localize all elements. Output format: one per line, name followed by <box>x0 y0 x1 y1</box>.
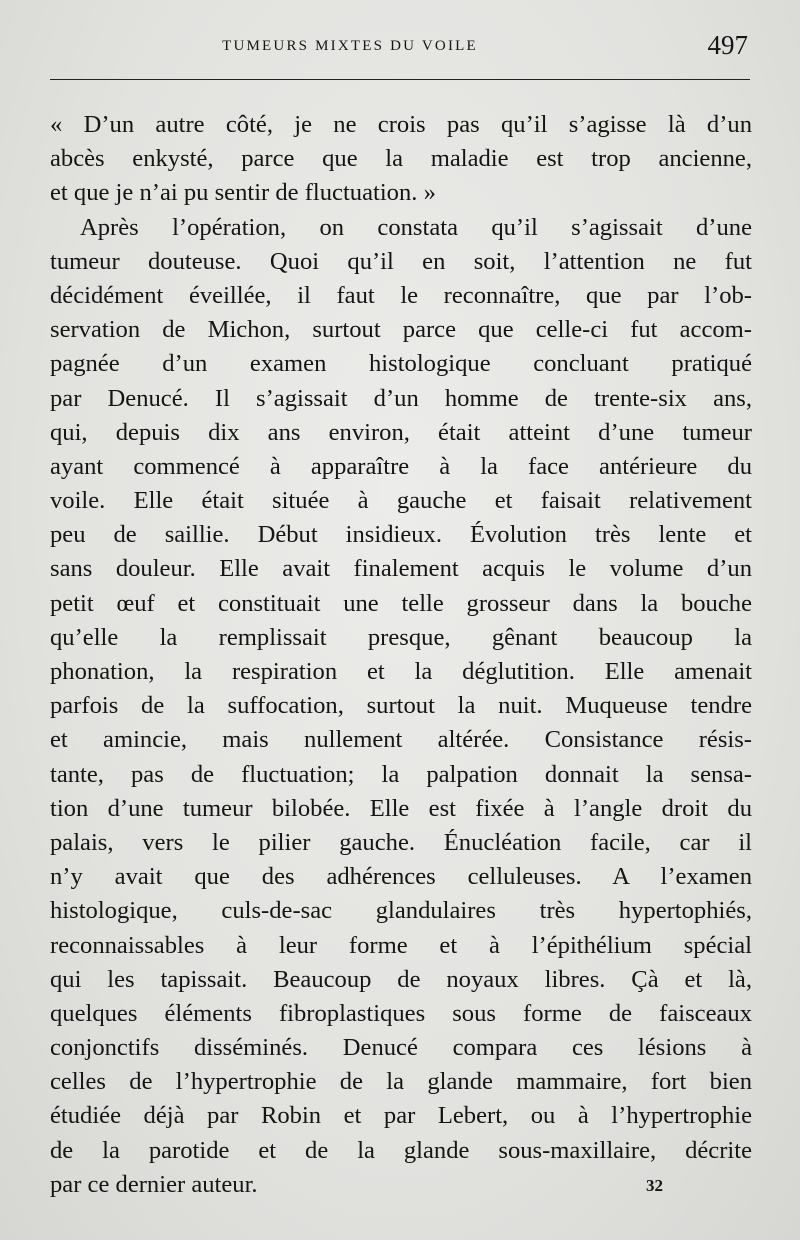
text-line: ayant commencé à apparaître à la face antérieure du <box>50 452 752 480</box>
printer-signature: 32 <box>646 1176 663 1195</box>
text-line: servation de Michon, surtout parce que celle-ci fut accom- <box>50 316 752 344</box>
text-line: tumeur douteuse. Quoi qu’il en soit, l’attention ne fut <box>50 247 752 275</box>
running-head <box>50 30 750 64</box>
page-number: 497 <box>707 30 748 60</box>
text-line: pagnée d’un examen histologique concluant pratiqué <box>50 350 752 378</box>
text-line: conjonctifs disséminés. Denucé compara ces lésions à <box>50 1034 752 1062</box>
text-line: et amincie, mais nullement altérée. Consistance résis- <box>50 726 752 754</box>
text-line: « D’un autre côté, je ne crois pas qu’il s’agisse là d’un <box>50 111 752 138</box>
text-line: celles de l’hypertrophie de la glande mammaire, fort bien <box>50 1068 752 1096</box>
text-line: phonation, la respiration et la déglutition. Elle amenait <box>50 658 752 685</box>
text-line: Après l’opération, on constata qu’il s’agissait d’une <box>80 213 752 241</box>
text-line: sans douleur. Elle avait finalement acquis le volume d’un <box>50 555 752 583</box>
text-line: par Denucé. Il s’agissait d’un homme de trente-six ans, <box>50 384 752 412</box>
text-line: et que je n’ai pu sentir de fluctuation. » <box>50 179 436 207</box>
text-line: petit œuf et constituait une telle grosseur dans la bouche <box>50 589 752 617</box>
text-line: n’y avait que des adhérences celluleuses. A l’examen <box>50 863 752 891</box>
text-line: peu de saillie. Début insidieux. Évolution très lente et <box>50 521 752 549</box>
running-title: TUMEURS MIXTES DU VOILE <box>222 38 478 54</box>
text-line: qu’elle la remplissait presque, gênant beaucoup la <box>50 623 752 651</box>
text-line: décidément éveillée, il faut le reconnaître, que par l’ob- <box>50 281 752 309</box>
header-rule <box>50 79 750 80</box>
text-line: reconnaissables à leur forme et à l’épithélium spécial <box>50 931 752 959</box>
text-line: de la parotide et de la glande sous-maxillaire, décrite <box>50 1136 752 1164</box>
text-line: qui les tapissait. Beaucoup de noyaux libres. Çà et là, <box>50 965 752 993</box>
text-line: abcès enkysté, parce que la maladie est trop ancienne, <box>50 145 752 173</box>
text-line: par ce dernier auteur. <box>50 1170 258 1198</box>
text-line: quelques éléments fibroplastiques sous forme de faisceaux <box>50 999 752 1027</box>
text-line: parfois de la suffocation, surtout la nuit. Muqueuse tendre <box>50 692 752 720</box>
text-line: palais, vers le pilier gauche. Énucléation facile, car il <box>50 828 752 856</box>
body-text <box>50 108 752 1202</box>
text-line: étudiée déjà par Robin et par Lebert, ou à l’hypertrophie <box>50 1102 752 1130</box>
text-line: voile. Elle était située à gauche et faisait relativement <box>50 487 752 515</box>
text-line: tion d’une tumeur bilobée. Elle est fixée à l’angle droit du <box>50 794 752 822</box>
text-line: histologique, culs-de-sac glandulaires très hypertophiés, <box>50 897 752 925</box>
text-line: tante, pas de fluctuation; la palpation donnait la sensa- <box>50 760 752 788</box>
text-line: qui, depuis dix ans environ, était atteint d’une tumeur <box>50 418 752 446</box>
